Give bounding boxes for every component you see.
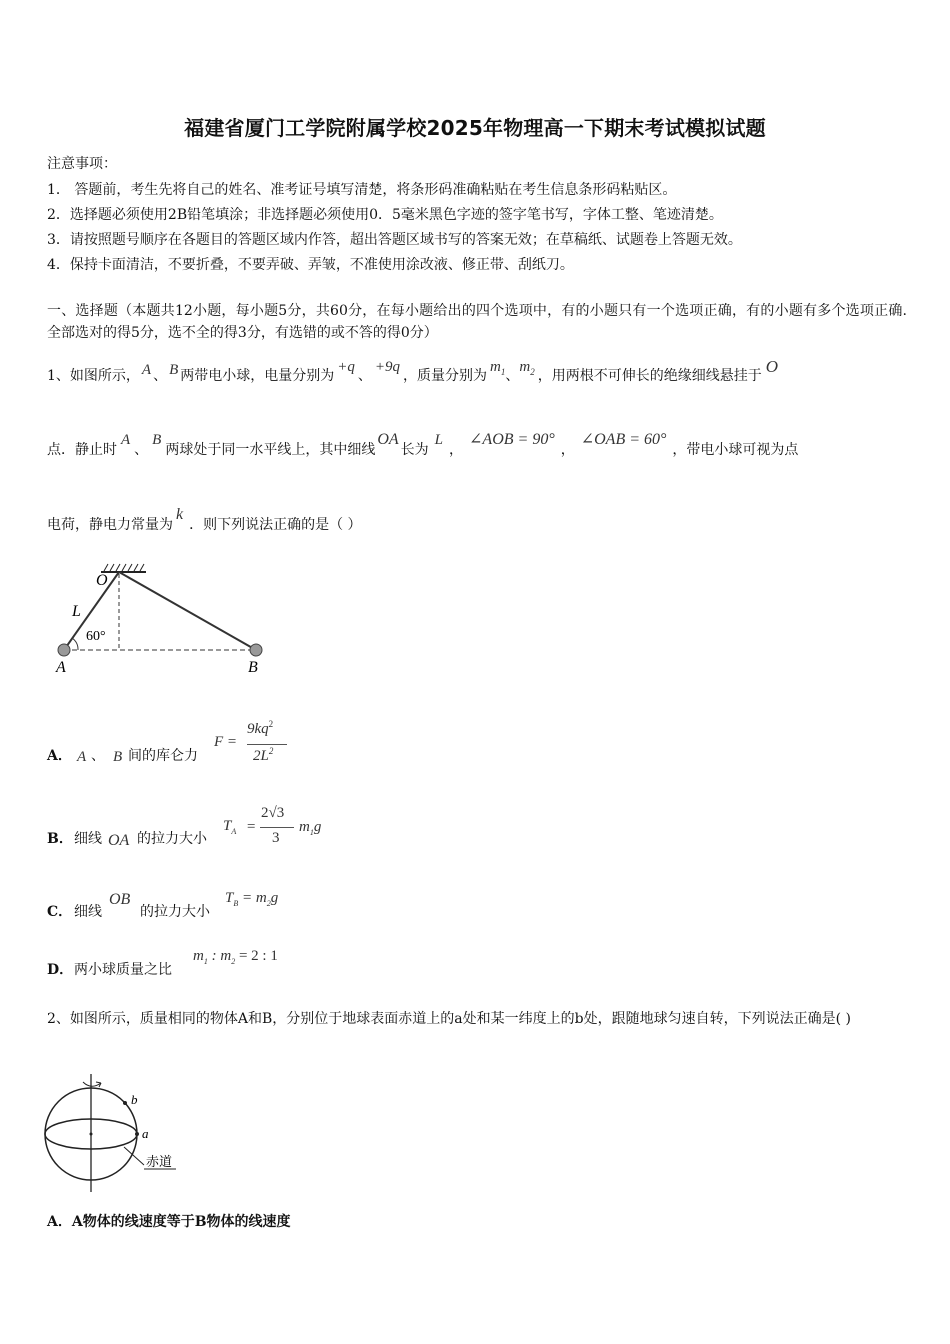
math-ratio: $m_1$ : $m_2 = 2$ : 1 bbox=[193, 948, 278, 966]
q1-sep: 、 bbox=[357, 368, 372, 384]
q1-line3 bbox=[47, 506, 362, 534]
notice-heading: 注意事项： bbox=[47, 156, 117, 172]
q1-text: ，带电小球可视为点 bbox=[672, 442, 799, 458]
label-l: L bbox=[72, 603, 81, 620]
frac-line bbox=[260, 827, 294, 828]
label-a: A bbox=[56, 659, 66, 676]
q1-sep: ， bbox=[560, 442, 575, 458]
option-letter: B． bbox=[47, 831, 73, 847]
q1-text: ，质量分别为 bbox=[403, 368, 488, 384]
math-charge-q: +q bbox=[337, 359, 355, 375]
math-a: A bbox=[77, 749, 87, 765]
notice-item: 1． 答题前，考生先将自己的姓名、准考证号填写清楚，将条形码准确粘贴在考生信息条形码粘贴区。 bbox=[47, 182, 677, 198]
notice-item: 2．选择题必须使用2B铅笔填涂；非选择题必须使用0．5毫米黑色字迹的签字笔书写，字体工整、笔迹清楚。 bbox=[47, 207, 723, 223]
label-b: B bbox=[248, 659, 258, 676]
q1-text: 两带电小球，电量分别为 bbox=[180, 368, 335, 384]
math-o: O bbox=[765, 357, 778, 376]
math-angle-oab: ∠OAB = 60° bbox=[580, 431, 667, 448]
notice-item: 4．保持卡面清洁，不要折叠，不要弄破、弄皱，不准使用涂改液、修正带、刮纸刀。 bbox=[47, 257, 574, 273]
q1-text: 长为 bbox=[400, 442, 429, 458]
q1-sep: 、 bbox=[153, 368, 168, 384]
section-heading: 一、选择题（本题共12小题，每小题5分，共60分，在每小题给出的四个选项中，有的小题只有一个选项正确，有的小题有多个选项正确.全部选对的得5分，选不全的得3分，有选错的或不答的得0分） bbox=[47, 303, 907, 341]
math-charge-9q: +9q bbox=[374, 359, 401, 375]
ball-b bbox=[250, 644, 262, 656]
q2-figure bbox=[38, 1070, 188, 1196]
math-b: B bbox=[169, 362, 179, 378]
math-tb: $T_B = m_2g$ bbox=[225, 890, 279, 908]
frac-den: $2L^2$ bbox=[253, 746, 274, 764]
math-m1: $m_1$ bbox=[490, 359, 506, 377]
math-l: L bbox=[434, 432, 444, 448]
q1-text: 点．静止时 bbox=[47, 442, 117, 458]
label-angle: 60° bbox=[86, 629, 106, 644]
math-angle-aob: ∠AOB = 90° bbox=[469, 431, 555, 448]
label-o: O bbox=[96, 572, 108, 589]
string-ob bbox=[119, 572, 256, 650]
math-ob: OB bbox=[109, 891, 131, 908]
point-b bbox=[123, 1101, 127, 1105]
ceiling-hatch bbox=[104, 564, 144, 571]
q1-sep: ， bbox=[449, 442, 464, 458]
option-text: 的拉力大小 bbox=[137, 831, 207, 847]
frac-num: 2√3 bbox=[261, 805, 285, 821]
q1-sep: 、 bbox=[134, 442, 149, 458]
option-text: 间的库仑力 bbox=[128, 748, 198, 764]
label-b: b bbox=[131, 1092, 138, 1107]
option-text: 细线 bbox=[74, 831, 102, 847]
page-title: 福建省厦门工学院附属学校2025年物理高一下期末考试模拟试题 bbox=[184, 116, 766, 140]
frac-num: $9kq^2$ bbox=[247, 719, 274, 737]
math-b: B bbox=[113, 749, 123, 765]
q1-line1 bbox=[47, 357, 778, 386]
option-text: 的拉力大小 bbox=[140, 904, 210, 920]
notice-item: 3．请按照题号顺序在各题目的答题区域内作答，超出答题区域书写的答案无效；在草稿纸、试题卷上答题无效。 bbox=[47, 232, 742, 248]
option-letter: A． bbox=[47, 748, 72, 764]
q1-line2 bbox=[47, 431, 799, 459]
math-oa: OA bbox=[108, 832, 130, 849]
math-a: A bbox=[121, 432, 131, 448]
q1-figure bbox=[50, 558, 280, 678]
ball-a bbox=[58, 644, 70, 656]
math-eq: = bbox=[246, 819, 257, 835]
math-f: F = bbox=[214, 734, 238, 750]
option-letter: C． bbox=[47, 904, 73, 920]
label-equator: 赤道 bbox=[146, 1154, 173, 1169]
math-oa: OA bbox=[377, 431, 399, 448]
angle-arc bbox=[72, 638, 78, 650]
math-k: k bbox=[176, 506, 184, 523]
frac-line bbox=[247, 744, 287, 745]
q2-stem: 2、如图所示，质量相同的物体A和B，分别位于地球表面赤道上的a处和某一纬度上的b处，跟随地球匀速自转，下列说法正确是( ) bbox=[47, 1011, 851, 1027]
q1-text: 两球处于同一水平线上，其中细线 bbox=[165, 442, 376, 458]
frac-den: 3 bbox=[272, 830, 280, 846]
q2-option-a: A．A物体的线速度等于B物体的线速度 bbox=[47, 1214, 291, 1230]
option-letter: D． bbox=[47, 962, 74, 978]
option-text: 两小球质量之比 bbox=[74, 962, 172, 978]
option-sep: 、 bbox=[91, 748, 105, 764]
q1-text: ，用两根不可伸长的绝缘细线悬挂于 bbox=[537, 368, 762, 384]
q1-text: ．则下列说法正确的是（ ） bbox=[189, 517, 362, 533]
point-a bbox=[135, 1132, 139, 1136]
label-a: a bbox=[142, 1126, 149, 1141]
math-m1g: $m_1g$ bbox=[299, 819, 322, 837]
math-a: A bbox=[141, 362, 152, 378]
math-m2: $m_2$ bbox=[519, 359, 535, 377]
math-b: B bbox=[152, 432, 162, 448]
q1-text: 电荷，静电力常量为 bbox=[47, 517, 173, 533]
option-text: 细线 bbox=[74, 904, 102, 920]
globe-center bbox=[90, 1133, 93, 1136]
math-ta: $T_A$ bbox=[223, 818, 237, 836]
q1-sep: 、 bbox=[505, 368, 520, 384]
q1-text: 1、如图所示， bbox=[47, 368, 140, 384]
